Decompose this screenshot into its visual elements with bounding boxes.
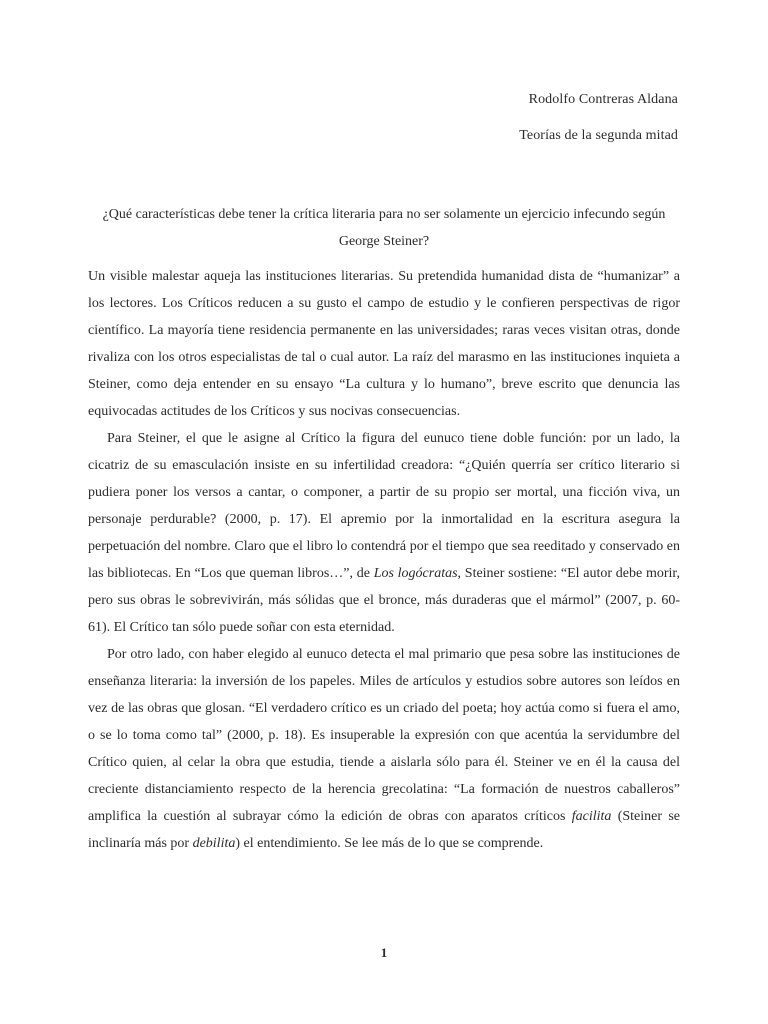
paragraph-3-text-c: ) el entendimiento. Se lee más de lo que se comprende. <box>235 836 544 851</box>
emphasis-debilita: debilita <box>192 836 236 851</box>
paragraph-3-text-b: (Steiner se inclinaría más por <box>88 809 680 851</box>
paragraph-3 <box>88 641 680 857</box>
emphasis-facilita: facilita <box>571 809 612 824</box>
book-title-logocratas: Los logócratas <box>373 566 458 581</box>
essay-body <box>88 263 680 857</box>
paragraph-1-text: Un visible malestar aqueja las instituciones literarias. Su pretendida humanidad dista de “humanizar” a los lectores. Los Críticos reducen a su gusto el campo de estudio y le confieren perspectivas de rigor científico. La mayoría tiene residencia permanente en las universidades; raras veces visitan otras, donde rivaliza con los otros especialistas de tal o cual autor. La raíz del marasmo en las instituciones inquieta a Steiner, como deja entender en su ensayo “La cultura y lo humano”, breve escrito que denuncia las equivocadas actitudes de los Críticos y sus nocivas consecuencias. <box>88 269 680 419</box>
author-name: Rodolfo Contreras Aldana <box>528 92 678 107</box>
paragraph-3-text-a: Por otro lado, con haber elegido al eunuco detecta el mal primario que pesa sobre las instituciones de enseñanza literaria: la inversión de los papeles. Miles de artículos y estudios sobre autores son leídos en vez de las obras que glosan. “El verdadero crítico es un criado del poeta; hoy actúa como si fuera el amo, o se lo toma como tal” (2000, p. 18). Es insuperable la expresión con que acentúa la servidumbre del Crítico quien, al celar la obra que estudia, tiende a aislarla sólo para él. Steiner ve en él la causa del creciente distanciamiento respecto de la herencia grecolatina: “La formación de nuestros caballeros” amplifica la cuestión al subrayar cómo la edición de obras con aparatos críticos <box>88 647 680 824</box>
course-name: Teorías de la segunda mitad <box>519 128 678 143</box>
paragraph-2 <box>88 425 680 641</box>
paragraph-2-text-b: , Steiner sostiene: “El autor debe morir, pero sus obras le sobrevivirán, más sólidas que el bronce, más duraderas que el mármol” (2007, p. 60-61). El Crítico tan sólo puede soñar con esta eternidad. <box>88 566 680 635</box>
essay-title: ¿Qué características debe tener la crítica literaria para no ser solamente un ejercicio infecundo según George Steiner? <box>102 207 666 249</box>
paragraph-1 <box>88 263 680 425</box>
paragraph-2-text-a: Para Steiner, el que le asigne al Crítico la figura del eunuco tiene doble función: por un lado, la cicatriz de su emasculación insiste en su infertilidad creadora: “¿Quién querría ser crítico literario si pudiera poner los versos a cantar, o componer, a partir de su propio ser mortal, una ficción viva, un personaje perdurable? (2000, p. 17). El apremio por la inmortalidad en la escritura asegura la perpetuación del nombre. Claro que el libro lo contendrá por el tiempo que sea reeditado y conservado en las bibliotecas. En “Los que queman libros…”, de <box>88 431 680 581</box>
page-number: 1 <box>380 945 388 960</box>
